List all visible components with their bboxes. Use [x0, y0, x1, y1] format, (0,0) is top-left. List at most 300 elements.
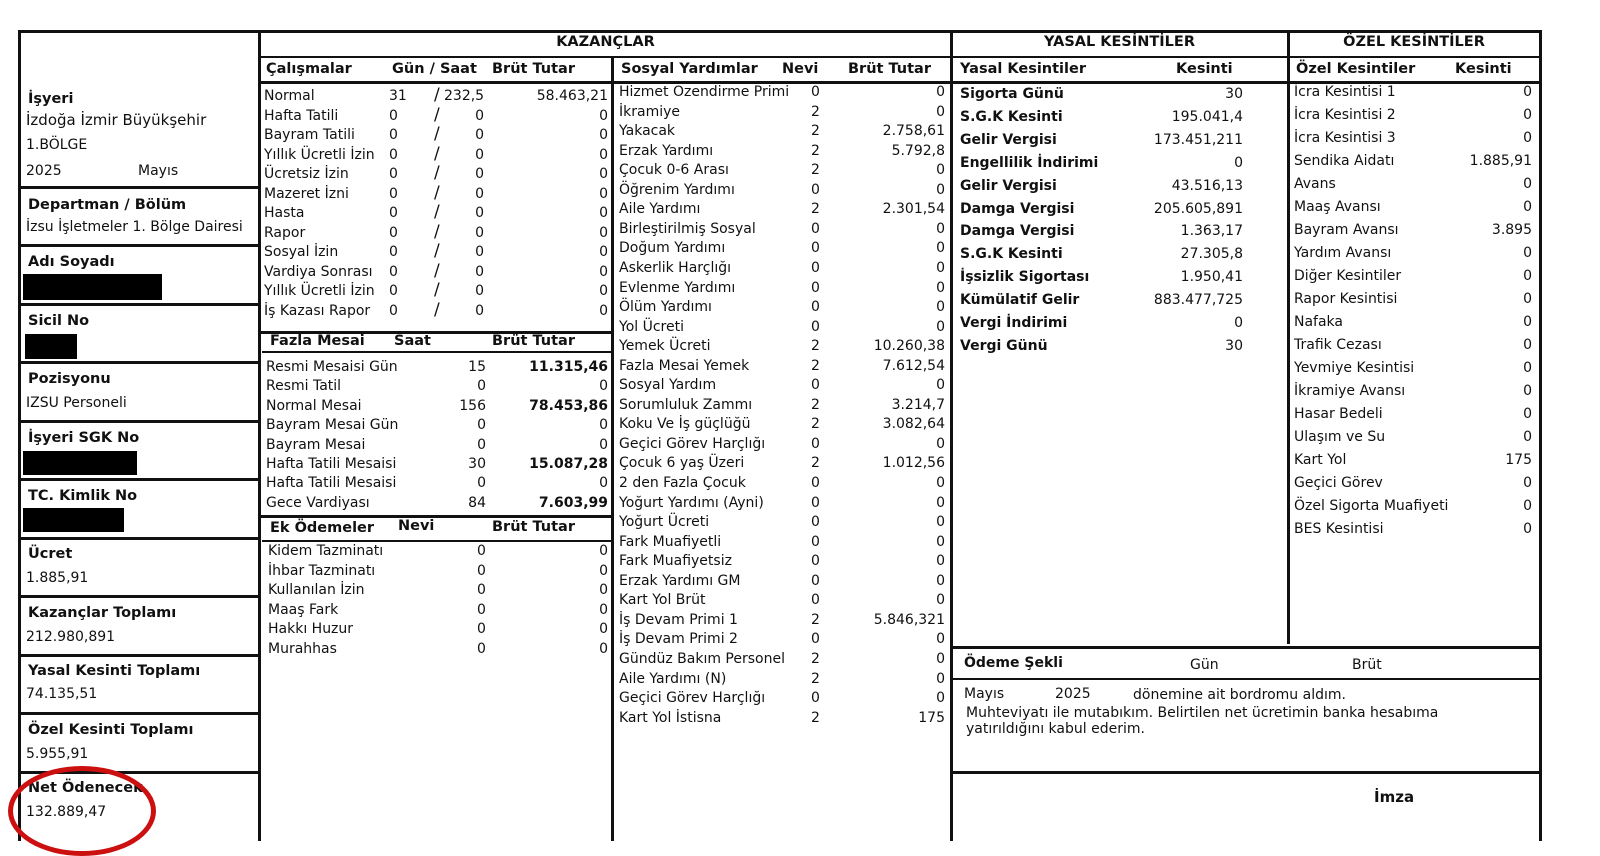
row-label: Aile Yardımı (N)	[619, 670, 727, 687]
row-tutar: 58.463,21	[536, 88, 608, 104]
row-saat: 0	[477, 475, 486, 492]
row-tutar: 0	[936, 514, 945, 531]
yasal-kesinti-row	[960, 292, 1285, 311]
sosyal-yardim-row	[619, 104, 949, 123]
row-value: 175	[1505, 452, 1532, 468]
ozel-kesinti-row	[1294, 521, 1538, 540]
row-tutar: 0	[936, 103, 945, 120]
ozel-kesinti-row	[1294, 130, 1538, 149]
row-saat: 0	[477, 378, 486, 395]
fazla-saat-header: Saat	[394, 333, 431, 349]
row-nevi: 0	[811, 259, 820, 276]
row-label: Sigorta Günü	[960, 86, 1064, 102]
row-value: 0	[1234, 315, 1243, 331]
row-saat: 15	[468, 359, 486, 375]
fazla-mesai-row	[266, 417, 610, 436]
row-nevi: 0	[811, 475, 820, 491]
row-label: İşsizlik Sigortası	[960, 269, 1090, 286]
row-nevi: 0	[477, 582, 486, 598]
row-label: S.G.K Kesinti	[960, 108, 1063, 125]
row-label: İş Devam Primi 2	[619, 631, 738, 648]
row-label: Birleştirilmiş Sosyal	[619, 220, 756, 237]
row-nevi: 2	[811, 123, 820, 140]
imza-top	[952, 771, 1539, 774]
left-outer-border	[18, 30, 21, 841]
ozel-kesinti-row	[1294, 199, 1538, 218]
row-label: 2 den Fazla Çocuk	[619, 475, 746, 491]
ek-odeme-row	[268, 602, 610, 621]
row-label: Rapor Kesintisi	[1294, 291, 1398, 307]
kazanclar-title: KAZANÇLAR	[556, 34, 655, 50]
ozel-kesinti-header: Kesinti	[1455, 61, 1512, 77]
sosyal-yardim-row	[619, 495, 949, 514]
row-label: Damga Vergisi	[960, 223, 1075, 240]
row-label: Kidem Tazminatı	[268, 543, 384, 559]
col-divider-3	[950, 30, 953, 841]
row-value: 1.363,17	[1180, 223, 1243, 240]
row-label: Hafta Tatili Mesaisi	[266, 456, 397, 472]
row-nevi: 2	[811, 611, 820, 628]
odeme-year: 2025	[1055, 686, 1091, 702]
row-label: Geçici Görev	[1294, 475, 1383, 491]
row-gun: 0	[389, 166, 398, 182]
row-label: Kart Yol Brüt	[619, 592, 706, 609]
fazla-mesai-row	[266, 398, 610, 417]
row-tutar: 11.315,46	[529, 359, 608, 375]
sosyal-yardim-row	[619, 377, 949, 396]
row-label: Resmi Mesaisi Gün	[266, 359, 398, 375]
yasal-toplam-label: Yasal Kesinti Toplamı	[28, 663, 201, 679]
row-label: Özel Sigorta Muafiyeti	[1294, 498, 1449, 514]
row-tutar: 0	[599, 543, 608, 559]
row-label: Maaş Avansı	[1294, 199, 1381, 215]
yasal-kesinti-row	[960, 178, 1285, 197]
row-nevi: 0	[811, 572, 820, 589]
yasal-kesinti-row	[960, 246, 1285, 265]
slash-separator: /	[434, 202, 440, 222]
row-label: Hizmet Özendirme Primi	[619, 84, 790, 100]
row-label: Nafaka	[1294, 314, 1343, 330]
row-label: İhbar Tazminatı	[268, 562, 376, 579]
row-label: Murahhas	[268, 640, 337, 657]
row-tutar: 2.301,54	[882, 201, 945, 218]
row-tutar: 0	[599, 640, 608, 657]
row-label: Hasta	[264, 205, 305, 221]
row-nevi: 0	[477, 601, 486, 618]
row-nevi: 0	[811, 592, 820, 609]
row-label: Kümülatif Gelir	[960, 292, 1080, 309]
right-outer-border	[1539, 30, 1542, 841]
slash-separator: /	[434, 163, 440, 183]
row-nevi: 2	[811, 338, 820, 355]
row-label: Hafta Tatili Mesaisi	[266, 475, 397, 492]
row-label: Bayram Mesai	[266, 436, 366, 453]
sosyal-yardim-row	[619, 319, 949, 338]
row-saat: 0	[475, 205, 484, 221]
fazla-mesai-row	[266, 475, 610, 494]
slash-separator: /	[434, 85, 440, 105]
row-label: Erzak Yardımı	[619, 142, 714, 159]
row-label: Gelir Vergisi	[960, 177, 1057, 194]
sosyal-yardim-row	[619, 221, 949, 240]
ozel-kesinti-row	[1294, 153, 1538, 172]
row-label: Geçici Görev Harçlığı	[619, 435, 766, 452]
ozel-header: Özel Kesintiler	[1296, 61, 1416, 77]
kazanc-toplam-value: 212.980,891	[26, 629, 116, 645]
ucret-label: Ücret	[28, 546, 73, 562]
slash-separator: /	[434, 104, 440, 125]
row-label: Yakacak	[619, 123, 676, 140]
row-tutar: 3.214,7	[891, 396, 945, 413]
row-label: S.G.K Kesinti	[960, 246, 1063, 263]
row-saat: 0	[475, 166, 484, 182]
sosyal-yardim-row	[619, 534, 949, 553]
net-odenecek-label: Net Ödenecek	[28, 780, 143, 796]
row-saat: 84	[468, 494, 486, 511]
sosyal-yardim-row	[619, 631, 949, 650]
row-label: Öğrenim Yardımı	[619, 181, 735, 198]
row-tutar: 0	[936, 533, 945, 550]
row-tutar: 0	[936, 240, 945, 257]
calismalar-brut-header: Brüt Tutar	[492, 61, 575, 77]
row-saat: 0	[475, 127, 484, 143]
row-value: 3.895	[1491, 222, 1532, 238]
dept-label: Departman / Bölüm	[28, 197, 187, 213]
ucret-value: 1.885,91	[26, 570, 89, 586]
redacted-tc	[23, 508, 124, 532]
row-tutar: 0	[936, 475, 945, 491]
lp-div-8	[18, 595, 260, 598]
row-label: Hasar Bedeli	[1294, 406, 1383, 422]
lp-div-4	[18, 361, 260, 364]
yasal-kesinti-header: Kesinti	[1176, 61, 1233, 77]
sosyal-yardim-row	[619, 514, 949, 533]
ek-nevi-header: Nevi	[398, 518, 435, 534]
row-label: Evlenme Yardımı	[619, 279, 736, 296]
row-gun: 0	[389, 263, 398, 280]
period-year: 2025	[26, 163, 62, 179]
row-tutar: 0	[936, 181, 945, 198]
row-label: Vergi İndirimi	[960, 315, 1068, 331]
row-value: 30	[1225, 86, 1243, 102]
yasal-kesinti-row	[960, 201, 1285, 220]
row-tutar: 5.846,321	[873, 611, 945, 628]
row-value: 195.041,4	[1171, 108, 1243, 125]
row-tutar: 0	[936, 299, 945, 316]
row-label: Yardım Avansı	[1294, 245, 1392, 261]
sosyal-yardim-row	[619, 710, 949, 729]
sosyal-yardim-row	[619, 436, 949, 455]
row-label: Vergi Günü	[960, 337, 1048, 354]
row-saat: 0	[477, 417, 486, 434]
row-nevi: 0	[811, 435, 820, 452]
row-nevi: 0	[477, 640, 486, 657]
odeme-top	[952, 646, 1539, 649]
row-tutar: 0	[936, 650, 945, 667]
row-tutar: 0	[936, 220, 945, 237]
row-value: 0	[1523, 84, 1532, 100]
sosyal-yardim-row	[619, 416, 949, 435]
row-tutar: 0	[599, 436, 608, 453]
ek-odeme-row	[268, 563, 610, 582]
sosyal-yardim-row	[619, 182, 949, 201]
row-saat: 232,5	[444, 88, 485, 104]
sosyal-yardim-row	[619, 397, 949, 416]
row-label: Diğer Kesintiler	[1294, 268, 1402, 284]
row-tutar: 0	[936, 377, 945, 394]
row-label: Yoğurt Yardımı (Ayni)	[619, 494, 764, 511]
row-label: Askerlik Harçlığı	[619, 259, 731, 276]
row-nevi: 2	[811, 162, 820, 179]
row-value: 27.305,8	[1180, 246, 1243, 263]
row-tutar: 5.792,8	[891, 142, 945, 159]
row-saat: 0	[475, 263, 484, 280]
header-divider	[258, 56, 1542, 58]
sosyal-yardim-row	[619, 84, 949, 103]
calismalar-header: Çalışmalar	[266, 61, 352, 77]
row-tutar: 0	[936, 162, 945, 179]
fazla-mesai-row	[266, 456, 610, 475]
sosyal-yardim-row	[619, 475, 949, 494]
row-value: 0	[1523, 245, 1532, 261]
row-gun: 0	[389, 107, 398, 124]
row-tutar: 0	[936, 631, 945, 648]
row-label: Çocuk 0-6 Arası	[619, 162, 729, 179]
row-label: Resmi Tatil	[266, 378, 342, 395]
lp-div-7	[18, 537, 260, 540]
row-gun: 31	[389, 88, 407, 104]
sosyal-header: Sosyal Yardımlar	[621, 61, 758, 77]
row-label: Bayram Avansı	[1294, 222, 1399, 238]
row-label: Yemek Ücreti	[619, 338, 711, 355]
sosyal-yardim-row	[619, 690, 949, 709]
row-gun: 0	[389, 244, 398, 260]
row-tutar: 0	[936, 279, 945, 296]
ozel-kesinti-row	[1294, 245, 1538, 264]
dept-value: İzsu İşletmeler 1. Bölge Dairesi	[26, 219, 243, 235]
odeme-under	[952, 678, 1539, 680]
sosyal-yardim-row	[619, 651, 949, 670]
sicil-label: Sicil No	[28, 313, 90, 329]
slash-separator: /	[434, 280, 440, 300]
row-tutar: 0	[599, 185, 608, 202]
fazla-mesai-row	[266, 359, 610, 378]
row-nevi: 2	[811, 396, 820, 413]
isyeri-name: İzdoğa İzmir Büyükşehir	[26, 111, 207, 129]
row-value: 0	[1523, 406, 1532, 422]
row-nevi: 2	[811, 455, 820, 472]
row-label: Sorumluluk Zammı	[619, 396, 753, 413]
row-label: Trafik Cezası	[1294, 337, 1382, 353]
row-tutar: 7.603,99	[538, 494, 608, 511]
row-tutar: 3.082,64	[882, 416, 945, 433]
row-tutar: 0	[599, 166, 608, 182]
row-label: Fark Muafiyetsiz	[619, 553, 732, 570]
row-tutar: 0	[599, 475, 608, 492]
row-label: Doğum Yardımı	[619, 240, 726, 257]
row-value: 883.477,725	[1153, 292, 1243, 309]
lp-div-5	[18, 420, 260, 423]
row-label: Hakkı Huzur	[268, 621, 354, 637]
row-tutar: 0	[936, 84, 945, 100]
row-nevi: 0	[811, 181, 820, 198]
adi-soyadi-label: Adı Soyadı	[28, 254, 115, 270]
row-tutar: 1.012,56	[882, 455, 945, 472]
row-label: Hafta Tatili	[264, 107, 339, 124]
row-label: Rapor	[264, 224, 306, 241]
row-value: 0	[1523, 429, 1532, 445]
row-nevi: 2	[811, 650, 820, 667]
row-saat: 0	[475, 283, 484, 299]
row-gun: 0	[389, 302, 398, 319]
sosyal-yardim-row	[619, 143, 949, 162]
fazla-mesai-row	[266, 437, 610, 456]
row-saat: 0	[477, 436, 486, 453]
row-label: Erzak Yardımı GM	[619, 572, 741, 589]
row-value: 0	[1523, 130, 1532, 146]
row-saat: 0	[475, 244, 484, 260]
row-saat: 156	[459, 397, 486, 414]
row-saat: 0	[475, 107, 484, 124]
slash-separator: /	[434, 182, 440, 203]
row-gun: 0	[389, 127, 398, 143]
red-circle-annotation	[8, 766, 156, 856]
slash-separator: /	[434, 124, 440, 144]
sosyal-yardim-row	[619, 592, 949, 611]
row-label: Yıllık Ücretli İzin	[264, 146, 375, 163]
sosyal-yardim-row	[619, 553, 949, 572]
row-value: 1.950,41	[1180, 269, 1243, 286]
row-label: Yıllık Ücretli İzin	[264, 283, 375, 299]
row-label: İcra Kesintisi 1	[1294, 84, 1396, 100]
left-top-border	[18, 30, 260, 33]
ozel-kesinti-row	[1294, 498, 1538, 517]
row-label: İcra Kesintisi 2	[1294, 107, 1396, 123]
row-nevi: 2	[811, 416, 820, 433]
ek-header: Ek Ödemeler	[270, 520, 375, 536]
row-saat: 0	[475, 224, 484, 241]
ozel-kesinti-row	[1294, 222, 1538, 241]
ozel-kesinti-row	[1294, 176, 1538, 195]
row-value: 0	[1523, 360, 1532, 376]
sosyal-yardim-row	[619, 240, 949, 259]
row-label: İkramiye Avansı	[1294, 383, 1406, 399]
row-gun: 0	[389, 205, 398, 221]
row-tutar: 0	[599, 582, 608, 598]
row-label: Engellilik İndirimi	[960, 154, 1099, 171]
row-label: Maaş Fark	[268, 601, 339, 618]
slash-separator: /	[434, 299, 440, 320]
row-nevi: 0	[811, 299, 820, 316]
yasal-kesinti-row	[960, 109, 1285, 128]
ek-divider	[260, 515, 611, 518]
row-tutar: 15.087,28	[529, 456, 608, 472]
imza-label: İmza	[1374, 788, 1415, 806]
row-value: 30	[1225, 337, 1243, 354]
fazla-mesai-row	[266, 378, 610, 397]
sosyal-yardim-row	[619, 299, 949, 318]
row-label: Ulaşım ve Su	[1294, 429, 1386, 445]
yasal-title: YASAL KESİNTİLER	[1044, 34, 1195, 50]
row-value: 0	[1523, 337, 1532, 353]
row-nevi: 0	[811, 279, 820, 296]
row-nevi: 0	[811, 377, 820, 394]
row-nevi: 0	[811, 318, 820, 335]
yasal-kesinti-row	[960, 338, 1285, 357]
row-nevi: 0	[811, 690, 820, 707]
odeme-month: Mayıs	[964, 686, 1005, 702]
row-label: İkramiye	[619, 103, 680, 120]
ozel-toplam-value: 5.955,91	[26, 746, 89, 762]
sosyal-yardim-row	[619, 280, 949, 299]
row-nevi: 0	[477, 543, 486, 559]
row-saat: 0	[475, 302, 484, 319]
period-month: Mayıs	[138, 163, 179, 179]
row-nevi: 2	[811, 670, 820, 687]
row-tutar: 0	[936, 690, 945, 707]
sosyal-nevi-header: Nevi	[782, 61, 819, 77]
row-label: İş Devam Primi 1	[619, 611, 738, 628]
row-label: Yoğurt Ücreti	[619, 514, 710, 531]
row-label: Çocuk 6 yaş Üzeri	[619, 455, 745, 472]
row-value: 0	[1523, 475, 1532, 491]
row-gun: 0	[389, 224, 398, 241]
row-tutar: 10.260,38	[873, 338, 945, 355]
row-tutar: 0	[599, 107, 608, 124]
row-tutar: 0	[599, 283, 608, 299]
calismalar-row	[264, 299, 610, 322]
ek-odeme-row	[268, 621, 610, 640]
row-tutar: 0	[936, 318, 945, 335]
yasal-kesinti-row	[960, 86, 1285, 105]
row-label: Koku Ve İş güçlüğü	[619, 416, 751, 433]
ozel-kesinti-row	[1294, 268, 1538, 287]
row-tutar: 0	[936, 572, 945, 589]
ozel-kesinti-row	[1294, 452, 1538, 471]
tc-label: TC. Kimlik No	[28, 488, 138, 504]
ozel-kesinti-row	[1294, 107, 1538, 126]
redacted-sgk	[23, 451, 137, 475]
row-nevi: 0	[811, 631, 820, 648]
fazla-head-under	[262, 351, 611, 353]
yasal-header: Yasal Kesintiler	[960, 61, 1086, 77]
yasal-kesinti-row	[960, 223, 1285, 242]
row-tutar: 0	[599, 263, 608, 280]
row-label: Normal	[264, 88, 315, 104]
ek-odeme-row	[268, 641, 610, 660]
row-tutar: 0	[599, 562, 608, 579]
row-value: 43.516,13	[1171, 177, 1243, 194]
row-value: 173.451,211	[1153, 131, 1243, 148]
row-nevi: 2	[811, 709, 820, 726]
isyeri-label: İşyeri	[28, 91, 74, 107]
row-label: Kullanılan İzin	[268, 582, 365, 598]
row-value: 0	[1523, 314, 1532, 330]
odeme-text2: Muhteviyatı ile mutabıkım. Belirtilen net ücretimin banka hesabıma yatırıldığını kabul ederim.	[966, 705, 1439, 737]
row-nevi: 0	[811, 220, 820, 237]
fazla-mesai-row	[266, 495, 610, 514]
odeme-brut-label: Brüt	[1352, 657, 1382, 673]
row-label: Aile Yardımı	[619, 201, 701, 218]
row-tutar: 175	[918, 709, 945, 726]
fazla-header: Fazla Mesai	[270, 333, 365, 349]
sgk-label: İşyeri SGK No	[28, 430, 140, 446]
ozel-title: ÖZEL KESİNTİLER	[1343, 34, 1485, 50]
row-nevi: 2	[811, 103, 820, 120]
ek-brut-header: Brüt Tutar	[492, 519, 575, 535]
row-label: Geçici Görev Harçlığı	[619, 690, 766, 707]
row-tutar: 0	[599, 601, 608, 618]
